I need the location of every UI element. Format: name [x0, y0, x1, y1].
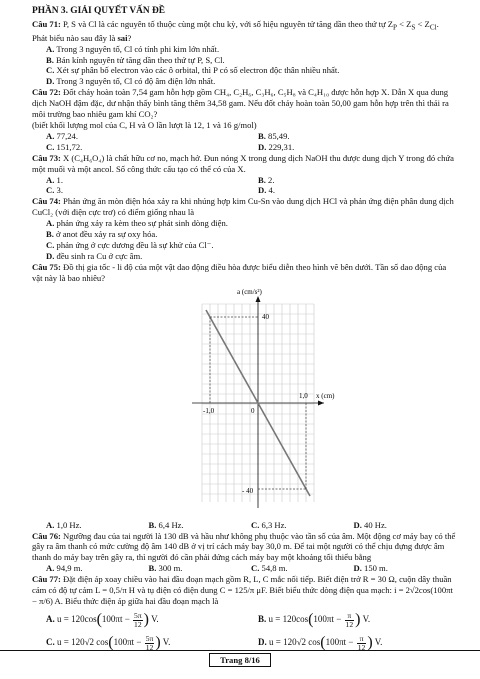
origin-label: 0	[251, 406, 255, 415]
q72-option-d[interactable]	[244, 142, 456, 153]
option-text: Bán kính nguyên tử tăng dần theo thứ tự P, S, Cl.	[56, 54, 225, 65]
page-footer	[0, 650, 480, 669]
q74-option-d[interactable]	[32, 251, 456, 262]
formula-unit: V.	[162, 637, 171, 648]
q71-text-d: . Phát biểu nào sau đây là	[32, 18, 439, 43]
formula-prefix: u = 120cos	[268, 614, 309, 625]
q72-options-row1	[32, 131, 456, 142]
option-text: 229,31.	[268, 141, 295, 152]
q75-text: Đồ thị gia tốc - li độ của một vật dao động điều hòa được biểu diễn theo hình vẽ bên dưới. Tần số dao động của vật này là bao nhiêu?	[32, 261, 447, 283]
option-label: C.	[46, 185, 55, 196]
q75-options	[46, 520, 456, 531]
q71-text-end: ?	[127, 32, 132, 43]
option-text: 54,8 m.	[261, 563, 288, 574]
option-text: 6,4 Hz.	[158, 519, 184, 530]
x-axis-label: x (cm)	[316, 391, 335, 400]
option-text: 300 m.	[158, 563, 183, 574]
option-text: 150 m.	[364, 563, 388, 574]
option-text: 40 Hz.	[364, 519, 387, 530]
option-text: 3.	[56, 185, 63, 196]
option-label: C.	[251, 519, 260, 530]
q76-text: Ngưỡng đau của tai người là 130 dB và hầu như không phụ thuộc vào tần số của âm. Một động cơ máy bay có thể gây ra âm thanh có mức cường độ âm 140 dB ở vị trí cách máy bay 30,0 m. Để tai một người có thể chịu đựng được âm thanh do máy bay trên gây ra, thì người đó cần phải đứng cách máy bay một khoảng tối thiểu bằng	[32, 530, 456, 563]
y-axis-label: a (cm/s²)	[237, 287, 262, 296]
option-text: 2.	[268, 174, 275, 185]
q75-option-d[interactable]	[354, 520, 457, 531]
option-text: phản ứng ở cực dương đều là sự khử của Cl⁻.	[56, 239, 214, 250]
option-label: D.	[353, 519, 362, 530]
option-label: C.	[251, 563, 260, 574]
y-tick-top: 40	[262, 312, 269, 321]
q75-option-a[interactable]	[46, 520, 149, 531]
option-text: 151,72.	[56, 141, 83, 152]
option-label: C.	[46, 65, 55, 76]
option-label: B.	[46, 54, 54, 65]
fraction-denominator: 12	[145, 642, 154, 652]
q71-sub-s: S	[411, 23, 416, 32]
formula-arg: 100πt −	[113, 637, 144, 648]
q72-text: Đốt cháy hoàn toàn 7,54 gam hỗn hợp gồm CH₄, C₂H₆, C₃H₆, C₅H₈ và C₄H₁₀ được hỗn hợp X. Dẫn X qua dung dịch NaOH đậm đặc, dư nhận thấy bình tăng thêm 34,58 gam. Nếu đốt cháy hoàn toàn 50,00 gam hỗn hợp trên thì thải ra môi trường bao nhiêu gam khí CO₂?	[32, 87, 449, 120]
page-content	[32, 6, 456, 653]
q71-option-b[interactable]	[32, 55, 456, 66]
formula-prefix: u = 120√2 cos	[57, 637, 109, 648]
q71-text: P, S và Cl là các nguyên tố thuộc cùng một chu kỳ, với số hiệu nguyên tử tăng dần theo thứ tự Z	[60, 18, 394, 29]
q74-label: Câu 74:	[32, 196, 61, 207]
fraction-numerator: π	[345, 612, 355, 621]
q74-option-c[interactable]	[32, 240, 456, 251]
q73-option-c[interactable]	[32, 185, 244, 196]
option-label: D.	[46, 250, 55, 261]
option-text: 4.	[268, 185, 275, 196]
q77-option-b[interactable]	[244, 610, 456, 630]
formula-prefix: u = 120cos	[57, 614, 97, 625]
option-text: 77,24.	[56, 130, 78, 141]
option-label: C.	[46, 141, 55, 152]
q75-option-b[interactable]	[149, 520, 252, 531]
q73-stem	[32, 153, 456, 175]
q71-label: Câu 71:	[32, 18, 61, 29]
option-label: B.	[148, 519, 157, 530]
q76-option-d[interactable]	[354, 563, 457, 574]
q72-stem	[32, 87, 456, 120]
q77-text: Đặt điện áp xoay chiều vào hai đầu đoạn mạch gồm R, L, C mắc nối tiếp. Biết điện trở R = 30 Ω, cuộn dây thuần cảm có độ tự cảm L = 0,5/π H và tụ điện có điện dung C = 125/π μF. Biết biểu thức dòng điện qua mạch: i = 2√2cos(100πt − π/6) A. Biểu thức điện áp giữa hai đầu đoạn mạch là	[32, 574, 453, 606]
q75-graph	[32, 284, 456, 520]
paren-open: (	[108, 634, 114, 652]
q73-options-row1	[32, 175, 456, 186]
formula-unit: V.	[151, 614, 159, 625]
q74-text: Phản ứng ăn mòn điện hóa xảy ra khi nhúng hợp kim Cu-Sn vào dung dịch HCl và phản ứng điện phân dung dịch CuCl₂ (với điện cực trơ) có điểm giống nhau là	[32, 196, 454, 218]
fraction-denominator: 12	[134, 619, 142, 629]
paren-close: )	[155, 634, 161, 652]
q76-label: Câu 76:	[32, 530, 61, 541]
paren-open: (	[320, 634, 326, 652]
page-number: Trang 8/16	[209, 653, 271, 668]
option-text: Xét sự phân bố electron vào các ô orbital, thì P có số electron độc thân nhiều nhất.	[56, 65, 340, 76]
q72-options-row2	[32, 142, 456, 153]
option-label: C.	[46, 637, 55, 648]
q74-stem	[32, 196, 456, 218]
option-label: B.	[258, 614, 267, 625]
option-label: A.	[46, 563, 55, 574]
fraction-denominator: 12	[357, 642, 366, 652]
q77-label: Câu 77:	[32, 574, 61, 585]
q71-stem	[32, 19, 456, 44]
q72-option-b[interactable]	[244, 131, 456, 142]
q71-sub-cl: Cl	[429, 23, 437, 32]
q71-text-bold: sai	[117, 32, 128, 43]
fraction-numerator: π	[357, 635, 367, 644]
paren-close: )	[355, 610, 361, 628]
paren-open: (	[96, 610, 102, 628]
option-label: D.	[258, 141, 267, 152]
option-label: C.	[46, 239, 55, 250]
option-label: D.	[258, 185, 267, 196]
formula-prefix: u = 120√2 cos	[269, 637, 321, 648]
q71-text-b: < Z	[397, 18, 412, 29]
y-axis-arrow	[256, 296, 261, 302]
paren-open: (	[308, 610, 314, 628]
option-text: Trong 3 nguyên tố, Cl có tính phi kim lớn nhất.	[56, 43, 220, 54]
formula-fraction	[345, 612, 355, 629]
formula-unit: V.	[362, 614, 371, 625]
q72-option-a[interactable]	[32, 131, 244, 142]
q74-option-b[interactable]	[32, 229, 456, 240]
option-text: 6,3 Hz.	[261, 519, 287, 530]
option-text: Trong 3 nguyên tố, Cl có độ âm điện lớn nhất.	[56, 76, 216, 87]
q77-stem	[32, 574, 456, 607]
formula-arg: 100πt −	[101, 614, 133, 625]
option-label: B.	[148, 563, 157, 574]
q72-label: Câu 72:	[32, 87, 61, 98]
q72-option-c[interactable]	[32, 142, 244, 153]
q73-option-a[interactable]	[32, 175, 244, 186]
q76-option-a[interactable]	[46, 563, 149, 574]
q74-option-a[interactable]	[32, 218, 456, 229]
paren-close: )	[143, 610, 149, 628]
q75-stem	[32, 262, 456, 284]
option-text: phản ứng xảy ra kèm theo sự phát sinh dòng điện.	[56, 218, 228, 229]
x-tick-right: 1,0	[299, 391, 308, 400]
q73-options-row2	[32, 185, 456, 196]
q76-options	[46, 563, 456, 574]
q71-option-c[interactable]	[32, 65, 456, 76]
q73-option-b[interactable]	[244, 175, 456, 186]
q77-options-row1	[32, 610, 456, 630]
option-label: A.	[46, 174, 55, 185]
option-label: D.	[46, 76, 55, 87]
option-text: 1.	[56, 174, 63, 185]
q71-text-c: < Z	[415, 18, 430, 29]
option-label: A.	[46, 43, 55, 54]
q77-option-a[interactable]	[32, 610, 244, 630]
section-title: PHẦN 3. GIẢI QUYẾT VẤN ĐỀ	[32, 6, 166, 16]
fraction-denominator: 12	[345, 619, 354, 629]
option-label: B.	[258, 130, 266, 141]
formula-unit: V.	[374, 637, 383, 648]
q73-option-d[interactable]	[244, 185, 456, 196]
option-label: D.	[258, 637, 267, 648]
q73-label: Câu 73:	[32, 152, 61, 163]
q71-option-d[interactable]	[32, 76, 456, 87]
q73-text: X (C₄H₆O₄) là chất hữu cơ no, mạch hở. Đun nóng X trong dung dịch NaOH thu được dung dịch Y trong đó chứa một muối và một ancol. Số công thức cấu tạo có thể có của X.	[32, 152, 454, 174]
q71-option-a[interactable]	[32, 44, 456, 55]
y-tick-bottom: - 40	[242, 486, 254, 495]
option-text: ở anot đều xảy ra sự oxy hóa.	[56, 229, 158, 240]
option-text: 94,9 m.	[56, 563, 83, 574]
formula-arg: 100πt −	[325, 637, 356, 648]
formula-fraction	[133, 612, 143, 629]
q76-option-b[interactable]	[149, 563, 252, 574]
q72-note: (biết khối lượng mol của C, H và O lần lượt là 12, 1 và 16 g/mol)	[32, 120, 257, 130]
option-label: A.	[46, 218, 55, 229]
q75-label: Câu 75:	[32, 261, 61, 272]
acceleration-displacement-graph	[152, 286, 352, 518]
q75-option-c[interactable]	[251, 520, 354, 531]
q76-option-c[interactable]	[251, 563, 354, 574]
option-label: D.	[353, 563, 362, 574]
formula-arg: 100πt −	[313, 614, 344, 625]
q76-stem	[32, 531, 456, 564]
option-label: B.	[46, 229, 54, 240]
fraction-numerator: 5π	[145, 633, 154, 643]
x-axis-arrow	[318, 400, 324, 405]
option-text: đều sinh ra Cu ở cực âm.	[56, 250, 143, 261]
x-tick-left: -1,0	[203, 406, 215, 415]
paren-close: )	[367, 634, 373, 652]
option-label: B.	[258, 174, 266, 185]
option-label: A.	[46, 614, 55, 625]
option-text: 85,49.	[268, 130, 290, 141]
fraction-numerator: 5π	[134, 610, 142, 620]
option-label: A.	[46, 519, 55, 530]
q71-sub-p: P	[393, 23, 398, 32]
option-text: 1,0 Hz.	[56, 519, 82, 530]
option-label: A.	[46, 130, 55, 141]
